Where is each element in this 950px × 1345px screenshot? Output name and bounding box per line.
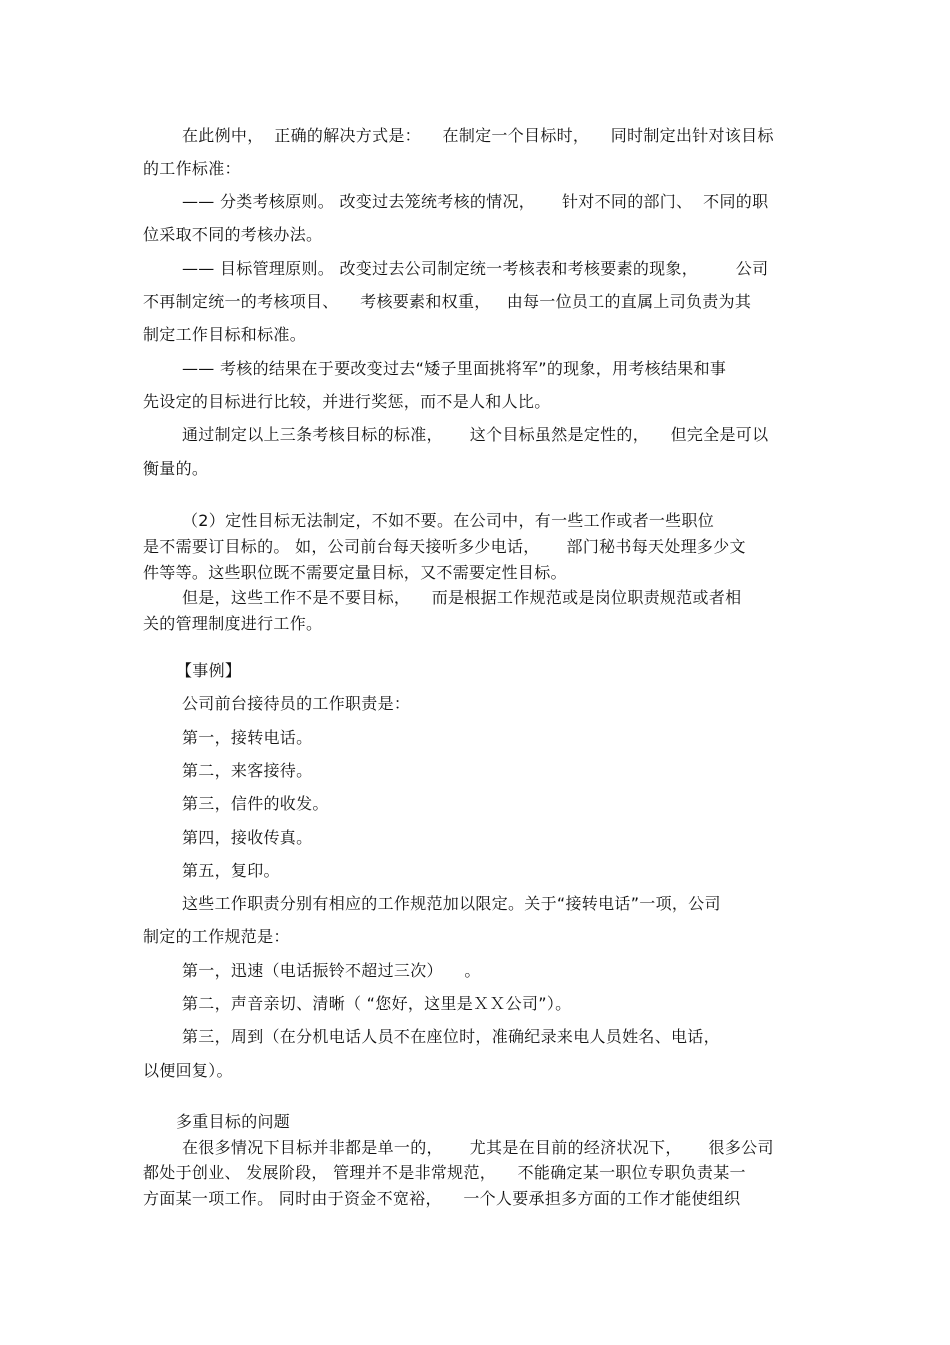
paragraph-line: （2）定性目标无法制定，不如不要。在公司中，有一些工作或者一些职位 [182, 511, 715, 530]
paragraph-line: 衡量的。 [143, 459, 209, 478]
paragraph-line: 先设定的目标进行比较，并进行奖惩，而不是人和人比。 [143, 392, 551, 411]
paragraph-line: 在很多情况下目标并非都是单一的， 尤其是在目前的经济状况下， 很多公司 [182, 1138, 774, 1157]
paragraph-line: —— 分类考核原则。 改变过去笼统考核的情况， 针对不同的部门、 不同的职 [182, 192, 769, 211]
paragraph-line: 都处于创业、 发展阶段， 管理并不是非常规范， 不能确定某一职位专职负责某一 [143, 1163, 746, 1182]
paragraph-line: 公司前台接待员的工作职责是： [182, 694, 411, 713]
paragraph-line: 以便回复）。 [143, 1061, 233, 1080]
paragraph-line: 的工作标准： [143, 159, 241, 178]
paragraph-line: 关的管理制度进行工作。 [143, 614, 323, 633]
paragraph-line: —— 考核的结果在于要改变过去“矮子里面挑将军”的现象，用考核结果和事 [182, 359, 727, 378]
paragraph-line: 件等等。这些职位既不需要定量目标，又不需要定性目标。 [143, 563, 567, 582]
list-item: 第五，复印。 [182, 861, 280, 880]
paragraph-line: 方面某一项工作。 同时由于资金不宽裕， 一个人要承担多方面的工作才能使组织 [143, 1189, 741, 1208]
list-item: 第二，来客接待。 [182, 761, 313, 780]
paragraph-line: —— 目标管理原则。 改变过去公司制定统一考核表和考核要素的现象， 公司 [182, 259, 769, 278]
paragraph-line: 这些工作职责分别有相应的工作规范加以限定。关于“接转电话”一项，公司 [182, 894, 721, 913]
list-item: 第一，迅速（电话振铃不超过三次） 。 [182, 961, 481, 980]
section-heading: 多重目标的问题 [176, 1112, 291, 1131]
list-item: 第二，声音亲切、清晰（ “您好，这里是ＸＸ公司”）。 [182, 994, 572, 1013]
paragraph-line: 通过制定以上三条考核目标的标准， 这个目标虽然是定性的， 但完全是可以 [182, 425, 769, 444]
paragraph-line: 位采取不同的考核办法。 [143, 225, 323, 244]
paragraph-line: 制定的工作规范是： [143, 927, 290, 946]
list-item: 第四，接收传真。 [182, 828, 313, 847]
section-heading: 【事例】 [176, 661, 242, 680]
list-item: 第一，接转电话。 [182, 728, 313, 747]
paragraph-line: 是不需要订目标的。 如，公司前台每天接听多少电话， 部门秘书每天处理多少文 [143, 537, 746, 556]
list-item: 第三，周到（在分机电话人员不在座位时，准确纪录来电人员姓名、电话， [182, 1027, 720, 1046]
paragraph-line: 但是，这些工作不是不要目标， 而是根据工作规范或是岗位职责规范或者相 [182, 588, 742, 607]
paragraph-line: 在此例中， 正确的解决方式是： 在制定一个目标时， 同时制定出针对该目标 [182, 126, 774, 145]
paragraph-line: 不再制定统一的考核项目、 考核要素和权重， 由每一位员工的直属上司负责为其 [143, 292, 752, 311]
paragraph-line: 制定工作目标和标准。 [143, 325, 307, 344]
list-item: 第三，信件的收发。 [182, 794, 329, 813]
